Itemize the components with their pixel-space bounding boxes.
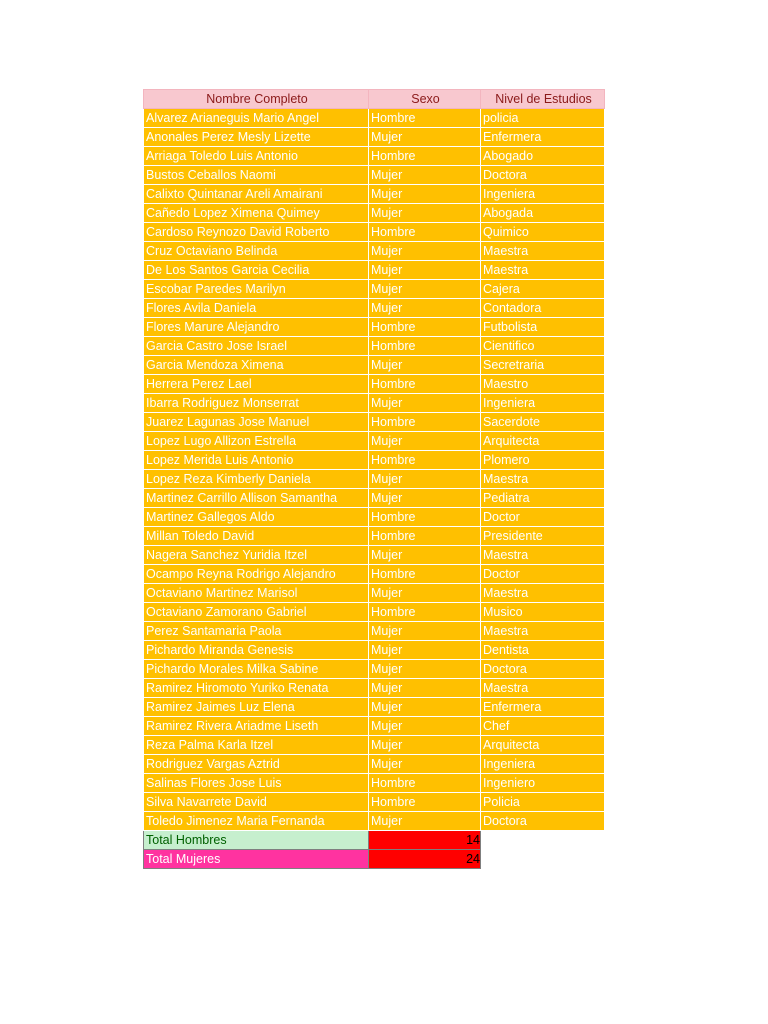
table-row bbox=[144, 546, 605, 565]
cell-nombre-completo[interactable]: Garcia Mendoza Ximena bbox=[144, 356, 369, 375]
cell-nivel-de-estudios[interactable]: Presidente bbox=[481, 527, 605, 546]
table-row bbox=[144, 204, 605, 223]
cell-nombre-completo[interactable]: Octaviano Martinez Marisol bbox=[144, 584, 369, 603]
table-row bbox=[144, 755, 605, 774]
cell-sexo[interactable]: Mujer bbox=[369, 280, 481, 299]
cell-nombre-completo[interactable]: Cardoso Reynozo David Roberto bbox=[144, 223, 369, 242]
total-mujeres-label[interactable]: Total Mujeres bbox=[144, 850, 369, 869]
table-row bbox=[144, 109, 605, 128]
cell-nombre-completo[interactable]: Ramirez Hiromoto Yuriko Renata bbox=[144, 679, 369, 698]
cell-sexo[interactable]: Mujer bbox=[369, 242, 481, 261]
cell-nivel-de-estudios[interactable]: Arquitecta bbox=[481, 432, 605, 451]
cell-nombre-completo[interactable]: Salinas Flores Jose Luis bbox=[144, 774, 369, 793]
cell-nivel-de-estudios[interactable]: Maestro bbox=[481, 375, 605, 394]
cell-sexo[interactable]: Mujer bbox=[369, 584, 481, 603]
cell-nivel-de-estudios[interactable]: Doctora bbox=[481, 812, 605, 831]
cell-nivel-de-estudios[interactable]: Doctora bbox=[481, 166, 605, 185]
cell-nivel-de-estudios[interactable]: Ingeniera bbox=[481, 755, 605, 774]
table-row bbox=[144, 299, 605, 318]
cell-sexo[interactable]: Hombre bbox=[369, 451, 481, 470]
cell-nivel-de-estudios[interactable]: Ingeniera bbox=[481, 394, 605, 413]
cell-nombre-completo[interactable]: Ocampo Reyna Rodrigo Alejandro bbox=[144, 565, 369, 584]
cell-nombre-completo[interactable]: Pichardo Miranda Genesis bbox=[144, 641, 369, 660]
cell-nombre-completo[interactable]: Flores Avila Daniela bbox=[144, 299, 369, 318]
cell-nivel-de-estudios[interactable]: Secretraria bbox=[481, 356, 605, 375]
cell-nombre-completo[interactable]: De Los Santos Garcia Cecilia bbox=[144, 261, 369, 280]
cell-nivel-de-estudios[interactable]: Abogada bbox=[481, 204, 605, 223]
cell-nombre-completo[interactable]: Millan Toledo David bbox=[144, 527, 369, 546]
cell-nivel-de-estudios[interactable]: Arquitecta bbox=[481, 736, 605, 755]
cell-nivel-de-estudios[interactable]: Maestra bbox=[481, 261, 605, 280]
table-row bbox=[144, 280, 605, 299]
cell-nivel-de-estudios[interactable]: Dentista bbox=[481, 641, 605, 660]
cell-nombre-completo[interactable]: Martinez Carrillo Allison Samantha bbox=[144, 489, 369, 508]
cell-sexo[interactable]: Mujer bbox=[369, 166, 481, 185]
cell-nombre-completo[interactable]: Alvarez Arianeguis Mario Angel bbox=[144, 109, 369, 128]
cell-sexo[interactable]: Mujer bbox=[369, 185, 481, 204]
cell-nombre-completo[interactable]: Cañedo Lopez Ximena Quimey bbox=[144, 204, 369, 223]
totals-section bbox=[144, 831, 605, 869]
cell-sexo[interactable]: Hombre bbox=[369, 565, 481, 584]
cell-sexo[interactable]: Mujer bbox=[369, 299, 481, 318]
cell-sexo[interactable]: Mujer bbox=[369, 812, 481, 831]
cell-sexo[interactable]: Mujer bbox=[369, 470, 481, 489]
cell-sexo[interactable]: Mujer bbox=[369, 546, 481, 565]
cell-nivel-de-estudios[interactable]: Cajera bbox=[481, 280, 605, 299]
cell-nombre-completo[interactable]: Pichardo Morales Milka Sabine bbox=[144, 660, 369, 679]
cell-nombre-completo[interactable]: Toledo Jimenez Maria Fernanda bbox=[144, 812, 369, 831]
cell-nombre-completo[interactable]: Martinez Gallegos Aldo bbox=[144, 508, 369, 527]
cell-nivel-de-estudios[interactable]: Pediatra bbox=[481, 489, 605, 508]
cell-sexo[interactable]: Hombre bbox=[369, 223, 481, 242]
cell-nombre-completo[interactable]: Arriaga Toledo Luis Antonio bbox=[144, 147, 369, 166]
cell-nivel-de-estudios[interactable]: Policia bbox=[481, 793, 605, 812]
cell-sexo[interactable]: Mujer bbox=[369, 679, 481, 698]
table-header bbox=[144, 90, 605, 109]
cell-sexo[interactable]: Hombre bbox=[369, 147, 481, 166]
cell-sexo[interactable]: Mujer bbox=[369, 736, 481, 755]
table-row bbox=[144, 717, 605, 736]
cell-nombre-completo[interactable]: Reza Palma Karla Itzel bbox=[144, 736, 369, 755]
cell-nivel-de-estudios[interactable]: Contadora bbox=[481, 299, 605, 318]
cell-nombre-completo[interactable]: Lopez Lugo Allizon Estrella bbox=[144, 432, 369, 451]
table-row bbox=[144, 660, 605, 679]
cell-nivel-de-estudios[interactable]: Maestra bbox=[481, 242, 605, 261]
cell-nivel-de-estudios[interactable]: Sacerdote bbox=[481, 413, 605, 432]
cell-nombre-completo[interactable]: Octaviano Zamorano Gabriel bbox=[144, 603, 369, 622]
empty-cell[interactable] bbox=[481, 831, 605, 850]
table-row bbox=[144, 622, 605, 641]
table-row bbox=[144, 375, 605, 394]
total-hombres-row bbox=[144, 831, 605, 850]
total-mujeres-value[interactable]: 24 bbox=[369, 850, 481, 869]
cell-sexo[interactable]: Hombre bbox=[369, 337, 481, 356]
cell-sexo[interactable]: Mujer bbox=[369, 432, 481, 451]
table-row bbox=[144, 489, 605, 508]
cell-nivel-de-estudios[interactable]: Chef bbox=[481, 717, 605, 736]
cell-nivel-de-estudios[interactable]: Doctor bbox=[481, 508, 605, 527]
cell-sexo[interactable]: Mujer bbox=[369, 641, 481, 660]
cell-nombre-completo[interactable]: Calixto Quintanar Areli Amairani bbox=[144, 185, 369, 204]
cell-sexo[interactable]: Hombre bbox=[369, 375, 481, 394]
total-hombres-value[interactable]: 14 bbox=[369, 831, 481, 850]
cell-nivel-de-estudios[interactable]: Maestra bbox=[481, 546, 605, 565]
total-mujeres-row bbox=[144, 850, 605, 869]
table-row bbox=[144, 698, 605, 717]
cell-sexo[interactable]: Hombre bbox=[369, 774, 481, 793]
cell-nombre-completo[interactable]: Escobar Paredes Marilyn bbox=[144, 280, 369, 299]
cell-nombre-completo[interactable]: Ramirez Rivera Ariadme Liseth bbox=[144, 717, 369, 736]
cell-nivel-de-estudios[interactable]: Doctor bbox=[481, 565, 605, 584]
cell-sexo[interactable]: Hombre bbox=[369, 109, 481, 128]
cell-sexo[interactable]: Hombre bbox=[369, 793, 481, 812]
table-row bbox=[144, 508, 605, 527]
cell-nivel-de-estudios[interactable]: Quimico bbox=[481, 223, 605, 242]
table-row bbox=[144, 318, 605, 337]
cell-nombre-completo[interactable]: Anonales Perez Mesly Lizette bbox=[144, 128, 369, 147]
cell-nivel-de-estudios[interactable]: Maestra bbox=[481, 679, 605, 698]
table-row bbox=[144, 147, 605, 166]
cell-sexo[interactable]: Mujer bbox=[369, 717, 481, 736]
cell-sexo[interactable]: Mujer bbox=[369, 622, 481, 641]
cell-nombre-completo[interactable]: Lopez Merida Luis Antonio bbox=[144, 451, 369, 470]
cell-sexo[interactable]: Mujer bbox=[369, 698, 481, 717]
cell-nombre-completo[interactable]: Ramirez Jaimes Luz Elena bbox=[144, 698, 369, 717]
cell-nivel-de-estudios[interactable]: Cientifico bbox=[481, 337, 605, 356]
cell-sexo[interactable]: Hombre bbox=[369, 413, 481, 432]
table-row bbox=[144, 793, 605, 812]
cell-nivel-de-estudios[interactable]: Maestra bbox=[481, 622, 605, 641]
cell-sexo[interactable]: Mujer bbox=[369, 261, 481, 280]
cell-nivel-de-estudios[interactable]: Maestra bbox=[481, 584, 605, 603]
cell-sexo[interactable]: Hombre bbox=[369, 527, 481, 546]
table-row bbox=[144, 565, 605, 584]
cell-nivel-de-estudios[interactable]: Futbolista bbox=[481, 318, 605, 337]
cell-sexo[interactable]: Mujer bbox=[369, 204, 481, 223]
cell-nombre-completo[interactable]: Juarez Lagunas Jose Manuel bbox=[144, 413, 369, 432]
total-hombres-label[interactable]: Total Hombres bbox=[144, 831, 369, 850]
table-row bbox=[144, 584, 605, 603]
cell-sexo[interactable]: Hombre bbox=[369, 603, 481, 622]
table-row bbox=[144, 413, 605, 432]
header-row bbox=[144, 90, 605, 109]
cell-nivel-de-estudios[interactable]: Musico bbox=[481, 603, 605, 622]
table-row bbox=[144, 641, 605, 660]
table-row bbox=[144, 394, 605, 413]
cell-sexo[interactable]: Mujer bbox=[369, 356, 481, 375]
cell-nombre-completo[interactable]: Rodriguez Vargas Aztrid bbox=[144, 755, 369, 774]
cell-sexo[interactable]: Mujer bbox=[369, 755, 481, 774]
students-table bbox=[143, 89, 605, 869]
table-row bbox=[144, 337, 605, 356]
table-row bbox=[144, 432, 605, 451]
cell-sexo[interactable]: Mujer bbox=[369, 394, 481, 413]
table-row bbox=[144, 451, 605, 470]
cell-nombre-completo[interactable]: Ibarra Rodriguez Monserrat bbox=[144, 394, 369, 413]
cell-sexo[interactable]: Mujer bbox=[369, 489, 481, 508]
table-row bbox=[144, 679, 605, 698]
table-row bbox=[144, 603, 605, 622]
header-nombre-completo[interactable]: Nombre Completo bbox=[144, 90, 369, 109]
cell-nivel-de-estudios[interactable]: Maestra bbox=[481, 470, 605, 489]
header-nivel-de-estudios[interactable]: Nivel de Estudios bbox=[481, 90, 605, 109]
cell-nivel-de-estudios[interactable]: Enfermera bbox=[481, 128, 605, 147]
cell-nombre-completo[interactable]: Flores Marure Alejandro bbox=[144, 318, 369, 337]
cell-nombre-completo[interactable]: Herrera Perez Lael bbox=[144, 375, 369, 394]
cell-sexo[interactable]: Hombre bbox=[369, 318, 481, 337]
cell-nivel-de-estudios[interactable]: Doctora bbox=[481, 660, 605, 679]
cell-nombre-completo[interactable]: Silva Navarrete David bbox=[144, 793, 369, 812]
table-row bbox=[144, 356, 605, 375]
table-row bbox=[144, 774, 605, 793]
cell-nivel-de-estudios[interactable]: policia bbox=[481, 109, 605, 128]
empty-cell[interactable] bbox=[481, 850, 605, 869]
table-row bbox=[144, 527, 605, 546]
table-row bbox=[144, 812, 605, 831]
cell-nivel-de-estudios[interactable]: Ingeniera bbox=[481, 185, 605, 204]
table-row bbox=[144, 736, 605, 755]
table-row bbox=[144, 470, 605, 489]
cell-nombre-completo[interactable]: Perez Santamaria Paola bbox=[144, 622, 369, 641]
table-row bbox=[144, 166, 605, 185]
cell-nivel-de-estudios[interactable]: Enfermera bbox=[481, 698, 605, 717]
cell-nivel-de-estudios[interactable]: Ingeniero bbox=[481, 774, 605, 793]
cell-nombre-completo[interactable]: Garcia Castro Jose Israel bbox=[144, 337, 369, 356]
table-row bbox=[144, 223, 605, 242]
cell-nombre-completo[interactable]: Bustos Ceballos Naomi bbox=[144, 166, 369, 185]
table-row bbox=[144, 128, 605, 147]
cell-sexo[interactable]: Mujer bbox=[369, 660, 481, 679]
cell-sexo[interactable]: Hombre bbox=[369, 508, 481, 527]
cell-nombre-completo[interactable]: Cruz Octaviano Belinda bbox=[144, 242, 369, 261]
table-row bbox=[144, 261, 605, 280]
cell-nivel-de-estudios[interactable]: Abogado bbox=[481, 147, 605, 166]
cell-nombre-completo[interactable]: Lopez Reza Kimberly Daniela bbox=[144, 470, 369, 489]
cell-sexo[interactable]: Mujer bbox=[369, 128, 481, 147]
header-sexo[interactable]: Sexo bbox=[369, 90, 481, 109]
table-row bbox=[144, 185, 605, 204]
table-row bbox=[144, 242, 605, 261]
cell-nivel-de-estudios[interactable]: Plomero bbox=[481, 451, 605, 470]
cell-nombre-completo[interactable]: Nagera Sanchez Yuridia Itzel bbox=[144, 546, 369, 565]
table-body bbox=[144, 109, 605, 831]
